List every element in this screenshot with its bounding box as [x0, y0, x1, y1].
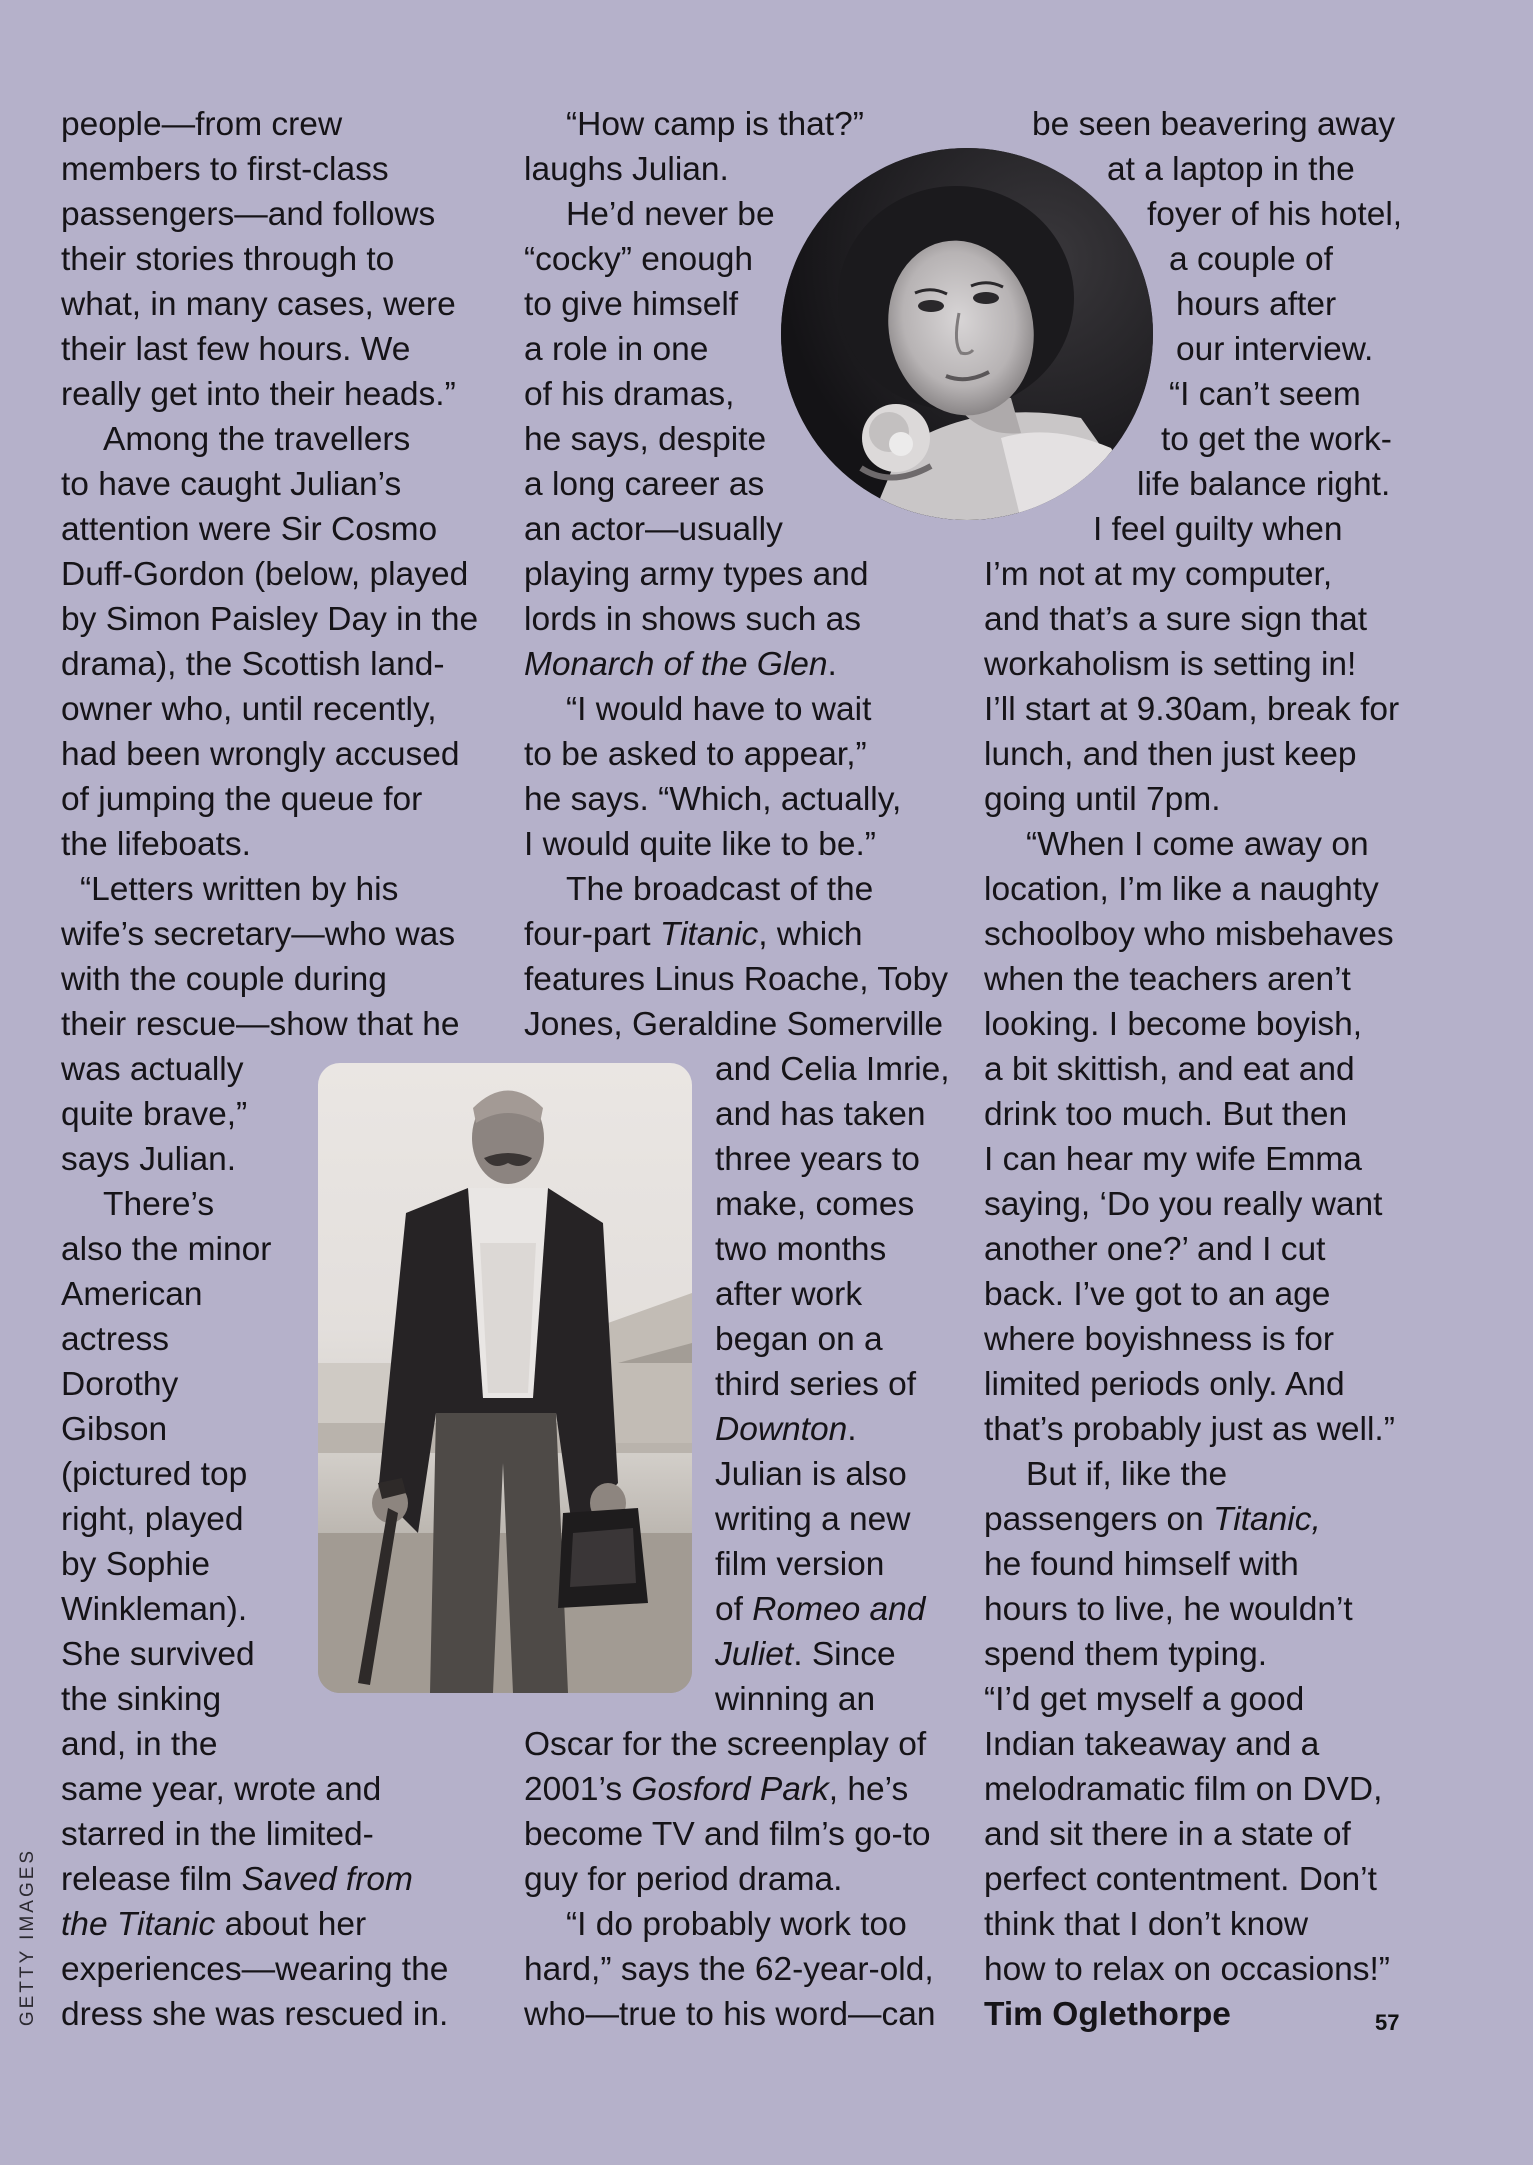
- text-line: Oscar for the screenplay of: [524, 1726, 927, 1763]
- text-line: lunch, and then just keep: [984, 736, 1357, 773]
- text-line: (pictured top: [61, 1456, 248, 1493]
- text-line: limited periods only. And: [984, 1366, 1345, 1403]
- text-line: same year, wrote and: [61, 1771, 382, 1808]
- text-line: writing a new: [715, 1501, 911, 1538]
- text-line: Gibson: [61, 1411, 168, 1448]
- text-line: The broadcast of the: [566, 871, 874, 908]
- text-line: who—true to his word—can: [524, 1996, 936, 2033]
- text-line: saying, ‘Do you really want: [984, 1186, 1383, 1223]
- author-byline: Tim Oglethorpe: [984, 1996, 1231, 2033]
- text-line: going until 7pm.: [984, 781, 1221, 818]
- text-line: winning an: [715, 1681, 876, 1718]
- text-line: “I would have to wait: [566, 691, 872, 728]
- text-line: after work: [715, 1276, 863, 1313]
- text-line: their stories through to: [61, 241, 395, 278]
- text-line: dress she was rescued in.: [61, 1996, 449, 2033]
- text-line: what, in many cases, were: [61, 286, 456, 323]
- text-line: and Celia Imrie,: [715, 1051, 950, 1088]
- text-line: perfect contentment. Don’t: [984, 1861, 1377, 1898]
- text-line: had been wrongly accused: [61, 736, 460, 773]
- portrait-photo-circle: [781, 148, 1153, 520]
- text-line: He’d never be: [566, 196, 775, 233]
- page-number: 57: [1375, 2010, 1400, 2035]
- text-line: release film Saved from: [61, 1861, 413, 1898]
- text-line: and that’s a sure sign that: [984, 601, 1368, 638]
- text-line: the lifeboats.: [61, 826, 251, 863]
- text-line: I would quite like to be.”: [524, 826, 876, 863]
- text-line: an actor—usually: [524, 511, 783, 548]
- text-line: he found himself with: [984, 1546, 1299, 1583]
- standing-man-illustration: [318, 1063, 692, 1693]
- text-line: passengers on Titanic,: [984, 1501, 1321, 1538]
- text-line: drink too much. But then: [984, 1096, 1348, 1133]
- text-line: really get into their heads.”: [61, 376, 456, 413]
- text-line: hours after: [1176, 286, 1337, 323]
- text-line: the Titanic about her: [61, 1906, 367, 1943]
- text-line: two months: [715, 1231, 887, 1268]
- text-line: Winkleman).: [61, 1591, 248, 1628]
- text-line: four-part Titanic, which: [524, 916, 863, 953]
- photo-credit: [10, 1832, 46, 2042]
- text-line: members to first-class: [61, 151, 389, 188]
- text-line: began on a: [715, 1321, 883, 1358]
- text-line: he says, despite: [524, 421, 767, 458]
- text-line: become TV and film’s go-to: [524, 1816, 931, 1853]
- text-line: looking. I become boyish,: [984, 1006, 1363, 1043]
- text-line: and has taken: [715, 1096, 926, 1133]
- text-line: to be asked to appear,”: [524, 736, 867, 773]
- text-line: features Linus Roache, Toby: [524, 961, 948, 998]
- text-line: attention were Sir Cosmo: [61, 511, 438, 548]
- text-line: their last few hours. We: [61, 331, 411, 368]
- text-line: was actually: [61, 1051, 244, 1088]
- text-line: I’ll start at 9.30am, break for: [984, 691, 1400, 728]
- text-line: be seen beavering away: [1032, 106, 1396, 143]
- text-line: Jones, Geraldine Somerville: [524, 1006, 943, 1043]
- text-line: “I do probably work too: [566, 1906, 907, 1943]
- text-line: think that I don’t know: [984, 1906, 1309, 1943]
- text-line: quite brave,”: [61, 1096, 248, 1133]
- text-line: right, played: [61, 1501, 244, 1538]
- text-line: There’s: [103, 1186, 215, 1223]
- text-line: Julian is also: [715, 1456, 907, 1493]
- text-line: hard,” says the 62-year-old,: [524, 1951, 934, 1988]
- text-line: three years to: [715, 1141, 920, 1178]
- text-line: actress: [61, 1321, 169, 1358]
- text-line: people—from crew: [61, 106, 343, 143]
- text-line: “When I come away on: [1026, 826, 1369, 863]
- text-line: schoolboy who misbehaves: [984, 916, 1394, 953]
- text-line: our interview.: [1176, 331, 1374, 368]
- text-line: spend them typing.: [984, 1636, 1268, 1673]
- text-line: location, I’m like a naughty: [984, 871, 1379, 908]
- text-line: life balance right.: [1137, 466, 1391, 503]
- text-line: by Sophie: [61, 1546, 210, 1583]
- text-line: foyer of his hotel,: [1147, 196, 1403, 233]
- text-line: how to relax on occasions!”: [984, 1951, 1390, 1988]
- text-line: drama), the Scottish land-: [61, 646, 445, 683]
- text-line: She survived: [61, 1636, 255, 1673]
- text-line: Downton.: [715, 1411, 857, 1448]
- text-line: their rescue—show that he: [61, 1006, 460, 1043]
- text-line: at a laptop in the: [1107, 151, 1355, 188]
- text-line: film version: [715, 1546, 885, 1583]
- text-line: “Letters written by his: [80, 871, 399, 908]
- text-line: 2001’s Gosford Park, he’s: [524, 1771, 909, 1808]
- text-line: playing army types and: [524, 556, 869, 593]
- text-line: experiences—wearing the: [61, 1951, 449, 1988]
- text-line: of jumping the queue for: [61, 781, 423, 818]
- standing-man-photo: [318, 1063, 692, 1693]
- text-line: “How camp is that?”: [566, 106, 864, 143]
- text-line: Juliet. Since: [715, 1636, 896, 1673]
- text-line: that’s probably just as well.”: [984, 1411, 1395, 1448]
- text-line: workaholism is setting in!: [984, 646, 1357, 683]
- text-line: to give himself: [524, 286, 739, 323]
- text-line: “I’d get myself a good: [984, 1681, 1305, 1718]
- text-line: and sit there in a state of: [984, 1816, 1351, 1853]
- text-line: Dorothy: [61, 1366, 179, 1403]
- text-line: guy for period drama.: [524, 1861, 843, 1898]
- text-line: a role in one: [524, 331, 709, 368]
- text-line: back. I’ve got to an age: [984, 1276, 1331, 1313]
- text-line: passengers—and follows: [61, 196, 436, 233]
- text-line: “cocky” enough: [524, 241, 754, 278]
- text-line: also the minor: [61, 1231, 272, 1268]
- text-line: by Simon Paisley Day in the: [61, 601, 479, 638]
- text-line: American: [61, 1276, 203, 1313]
- text-line: Duff-Gordon (below, played: [61, 556, 469, 593]
- text-line: to have caught Julian’s: [61, 466, 402, 503]
- text-line: But if, like the: [1026, 1456, 1228, 1493]
- text-line: starred in the limited-: [61, 1816, 374, 1853]
- text-line: wife’s secretary—who was: [61, 916, 456, 953]
- text-line: of his dramas,: [524, 376, 735, 413]
- text-line: with the couple during: [61, 961, 387, 998]
- text-line: the sinking: [61, 1681, 222, 1718]
- text-line: a long career as: [524, 466, 765, 503]
- text-line: when the teachers aren’t: [984, 961, 1351, 998]
- text-line: Among the travellers: [103, 421, 411, 458]
- text-line: where boyishness is for: [984, 1321, 1335, 1358]
- text-line: I can hear my wife Emma: [984, 1141, 1362, 1178]
- text-line: of Romeo and: [715, 1591, 926, 1628]
- text-line: Monarch of the Glen.: [524, 646, 837, 683]
- text-line: and, in the: [61, 1726, 218, 1763]
- text-line: another one?’ and I cut: [984, 1231, 1326, 1268]
- text-line: Indian takeaway and a: [984, 1726, 1320, 1763]
- text-line: says Julian.: [61, 1141, 237, 1178]
- text-line: to get the work-: [1161, 421, 1392, 458]
- text-line: a couple of: [1169, 241, 1333, 278]
- text-line: melodramatic film on DVD,: [984, 1771, 1383, 1808]
- text-line: I feel guilty when: [1093, 511, 1343, 548]
- text-line: hours to live, he wouldn’t: [984, 1591, 1353, 1628]
- text-line: a bit skittish, and eat and: [984, 1051, 1355, 1088]
- text-line: I’m not at my computer,: [984, 556, 1333, 593]
- text-line: “I can’t seem: [1169, 376, 1361, 413]
- text-line: laughs Julian.: [524, 151, 729, 188]
- text-line: he says. “Which, actually,: [524, 781, 902, 818]
- text-line: make, comes: [715, 1186, 915, 1223]
- portrait-illustration: [781, 148, 1153, 520]
- text-line: owner who, until recently,: [61, 691, 437, 728]
- text-line: lords in shows such as: [524, 601, 862, 638]
- photo-credit-text: GETTY IMAGES: [17, 1847, 38, 2027]
- text-line: third series of: [715, 1366, 917, 1403]
